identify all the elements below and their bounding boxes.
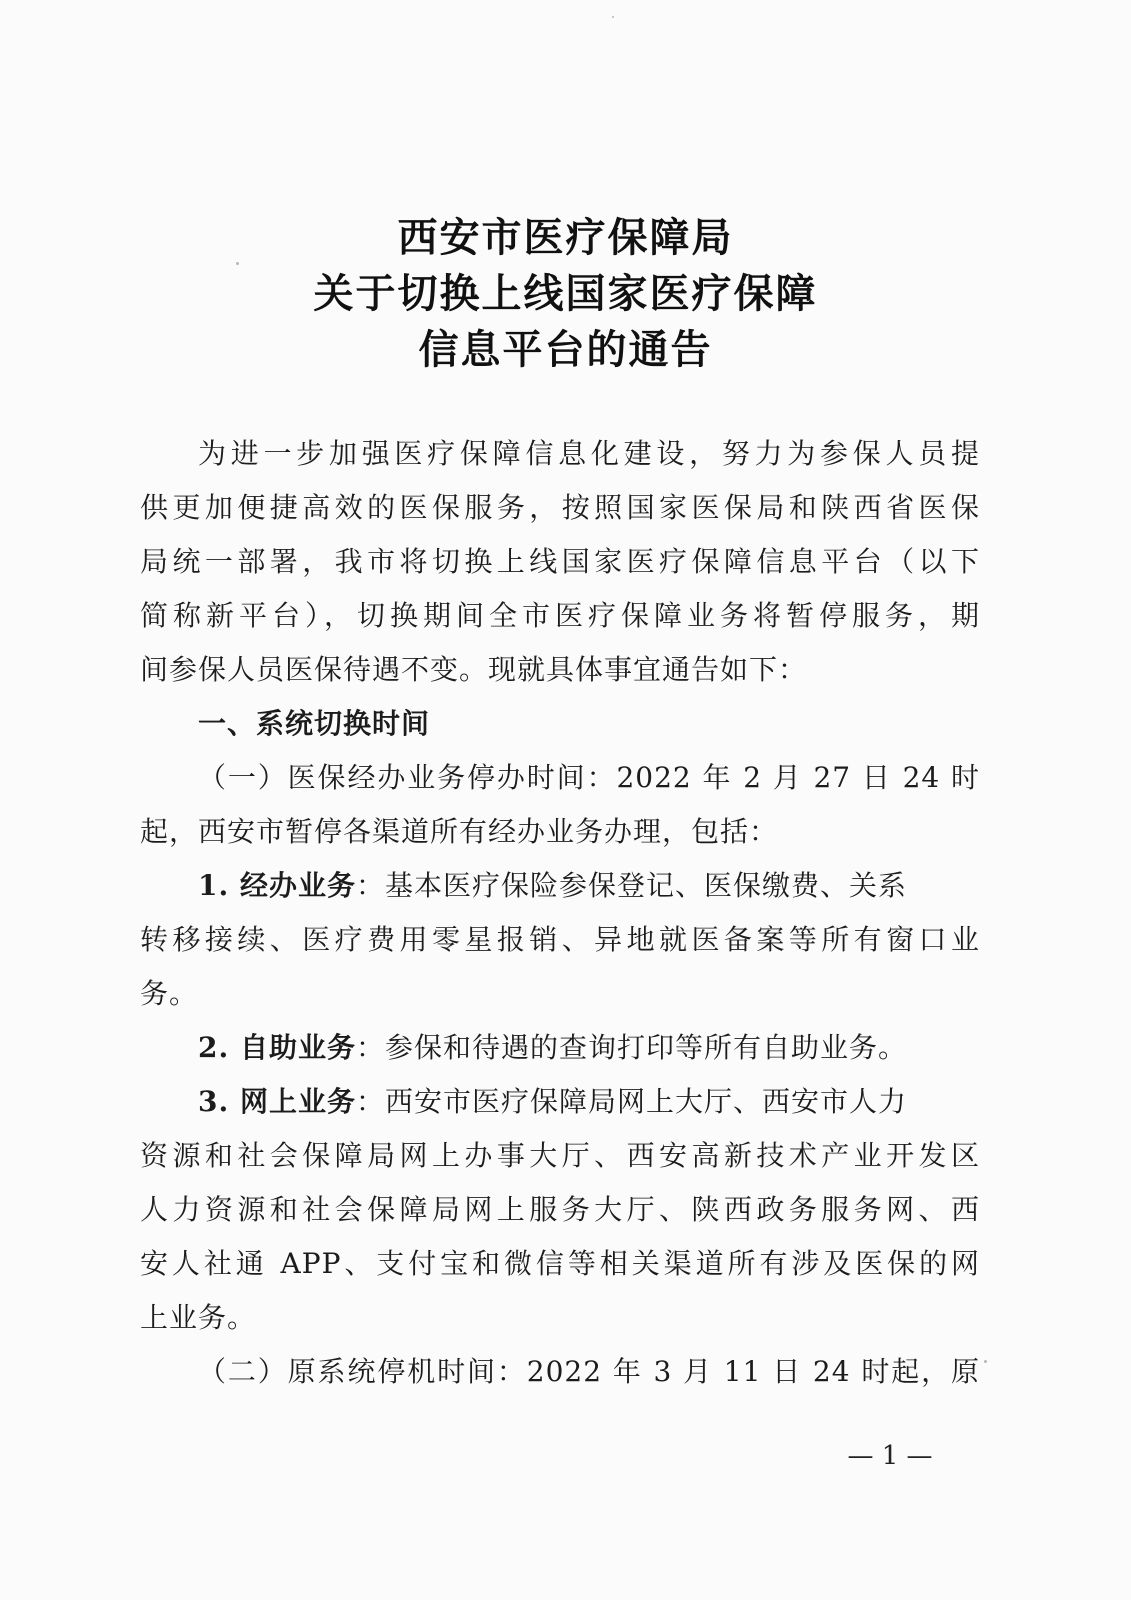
sub1-text: ：基本医疗保险参保登记、医保缴费、关系: [355, 869, 907, 902]
sub2-line-1: [198, 1028, 980, 1068]
sub3-label: 3. 网上业务: [198, 1085, 356, 1118]
intro-line-1: 为进一步加强医疗保障信息化建设，努力为参保人员提: [198, 437, 980, 470]
sub3-line-2: 资源和社会保障局网上办事大厅、西安高新技术产业开发区: [140, 1139, 980, 1172]
sub1-line-1: [198, 866, 980, 906]
sub1-line-3: 务。: [140, 977, 199, 1010]
sub3-line-4: 安人社通 APP、支付宝和微信等相关渠道所有涉及医保的网: [140, 1247, 980, 1280]
document-title-line-1: 西安市医疗保障局: [397, 214, 734, 261]
sub3-line-3: 人力资源和社会保障局网上服务大厅、陕西政务服务网、西: [140, 1193, 980, 1226]
document-title-line-3: 信息平台的通告: [418, 326, 713, 373]
item1-line-2: 起，西安市暂停各渠道所有经办业务办理，包括：: [140, 815, 779, 848]
document-title-line-2: 关于切换上线国家医疗保障: [313, 270, 818, 317]
sub1-line-2: 转移接续、医疗费用零星报销、异地就医备案等所有窗口业: [140, 923, 980, 956]
intro-line-5: 间参保人员医保待遇不变。现就具体事宜通告如下：: [140, 653, 808, 686]
item2-line-1: （二）原系统停机时间：2022 年 3 月 11 日 24 时起，原: [198, 1355, 980, 1388]
item1-line-1: （一）医保经办业务停办时间：2022 年 2 月 27 日 24 时: [198, 761, 980, 794]
sub1-label: 1. 经办业务: [198, 869, 356, 902]
intro-line-3: 局统一部署，我市将切换上线国家医疗保障信息平台（以下: [140, 545, 980, 578]
scan-speck: [236, 262, 239, 265]
scan-speck: [984, 1360, 987, 1363]
sub3-text: ：西安市医疗保障局网上大厅、西安市人力: [355, 1085, 907, 1118]
sub3-line-1: [198, 1082, 980, 1122]
sub3-line-5: 上业务。: [140, 1301, 257, 1334]
page-number: — 1 —: [847, 1441, 933, 1471]
sub2-text: ：参保和待遇的查询打印等所有自助业务。: [355, 1031, 907, 1064]
intro-line-2: 供更加便捷高效的医保服务，按照国家医保局和陕西省医保: [140, 491, 980, 524]
section-heading: 一、系统切换时间: [198, 707, 431, 740]
sub2-label: 2. 自助业务: [198, 1031, 356, 1064]
scan-speck: [612, 16, 614, 18]
intro-line-4: 简称新平台），切换期间全市医疗保障业务将暂停服务，期: [140, 599, 980, 632]
